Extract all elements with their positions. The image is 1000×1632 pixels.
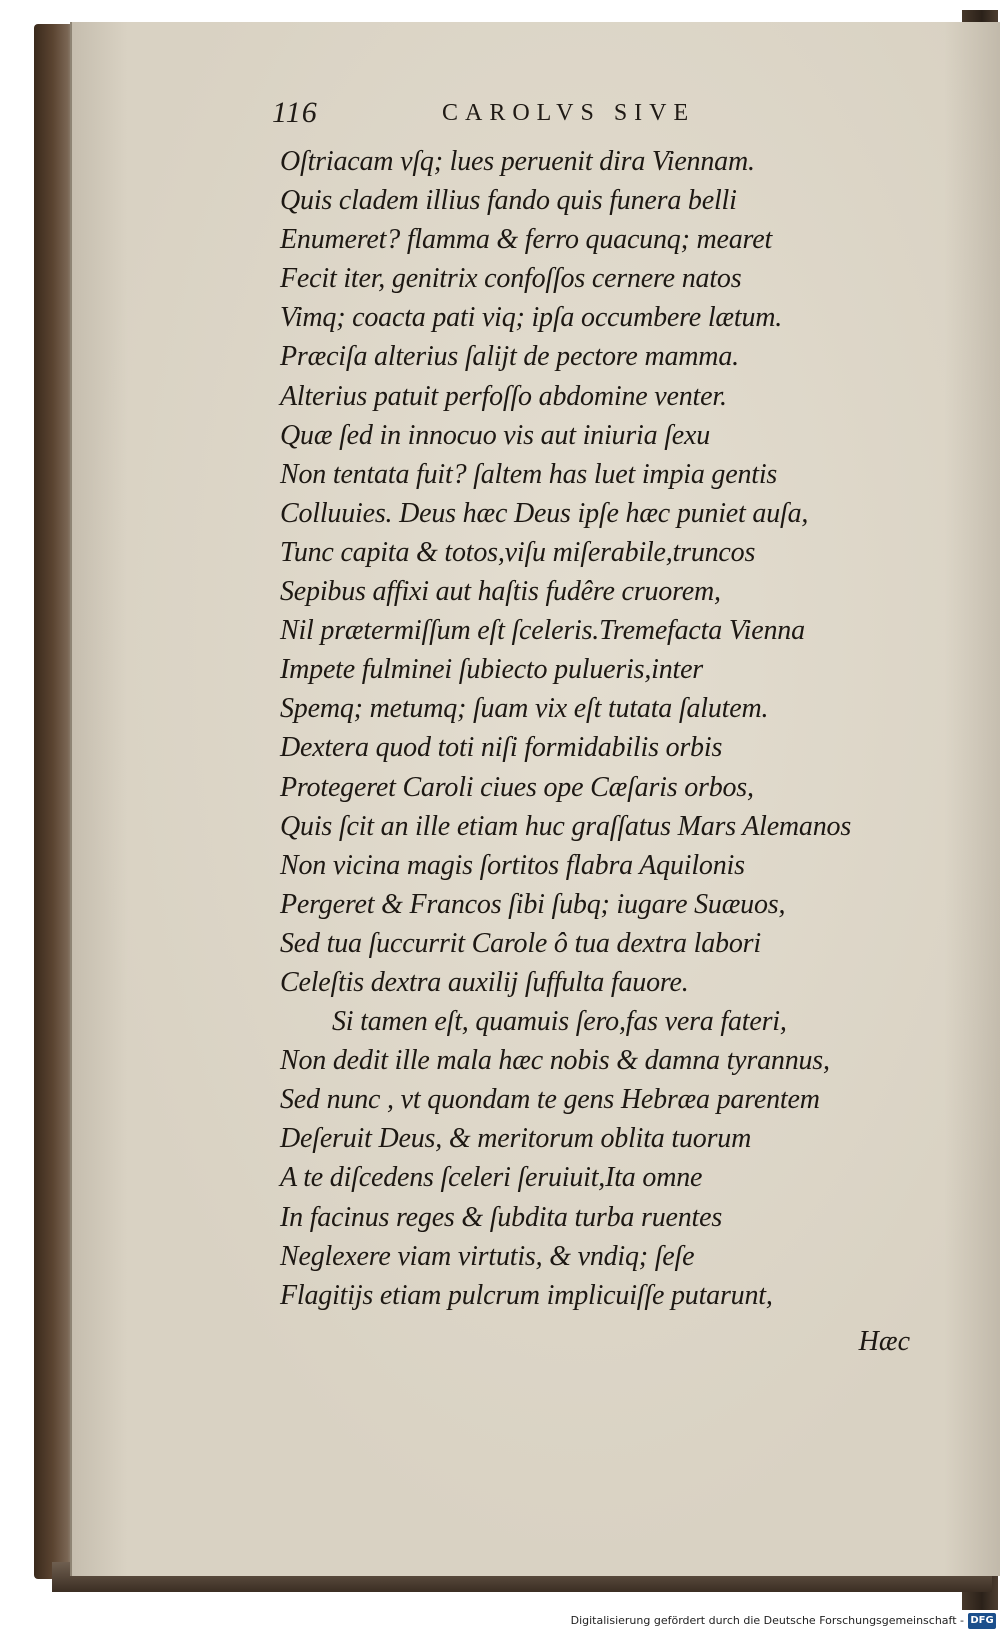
verse-line: Fecit iter, genitrix confoſſos cernere natos — [280, 263, 742, 295]
catchword: Hæc — [858, 1326, 910, 1357]
verse-line: Flagitijs etiam pulcrum implicuiſſe putarunt, — [280, 1279, 773, 1311]
verse-text — [280, 142, 950, 1315]
verse-line: Non dedit ille mala hæc nobis & damna tyrannus, — [280, 1045, 830, 1077]
verse-line: Alterius patuit perfoſſo abdomine venter. — [280, 380, 727, 412]
verse-line: Oſtriacam vſq; lues peruenit dira Viennam. — [280, 146, 755, 177]
verse-line: Non tentata fuit? ſaltem has luet impia gentis — [280, 458, 778, 490]
verse-line: Nil prætermiſſum eſt ſceleris.Tremefacta Vienna — [280, 615, 805, 647]
verse-line: Si tamen eſt, quamuis ſero,fas vera fateri, — [332, 1006, 787, 1038]
verse-line: Non vicina magis ſortitos flabra Aquilonis — [280, 849, 745, 881]
verse-line: Colluuies. Deus hæc Deus ipſe hæc puniet auſa, — [280, 497, 809, 529]
verse-line: Quis cladem illius fando quis funera belli — [280, 185, 737, 217]
dfg-logo-icon[interactable]: DFG — [968, 1613, 996, 1629]
verse-line: Pergeret & Francos ſibi ſubq; iugare Suæuos, — [280, 888, 786, 920]
verse-line: Sepibus affixi aut haſtis fudêre cruorem, — [280, 576, 721, 608]
running-title: CAROLVS SIVE — [442, 100, 696, 126]
verse-line: Neglexere viam virtutis, & vndiq; ſeſe — [280, 1240, 695, 1272]
verse-line: Enumeret? flamma & ferro quacunq; mearet — [280, 224, 773, 256]
verse-line: Sed tua ſuccurrit Carole ô tua dextra labori — [280, 927, 761, 959]
verse-line: Vimq; coacta pati viq; ipſa occumbere lætum. — [280, 302, 783, 334]
page-number: 116 — [272, 96, 318, 129]
verse-line: Præciſa alterius ſalijt de pectore mamma. — [280, 341, 739, 373]
verse-line: Spemq; metumq; ſuam vix eſt tutata ſalutem. — [280, 693, 769, 725]
verse-line: Tunc capita & totos,viſu miſerabile,truncos — [280, 536, 756, 568]
verse-line: Protegeret Caroli ciues ope Cæſaris orbos, — [280, 771, 754, 803]
verse-line: Celeſtis dextra auxilij ſuffulta fauore. — [280, 966, 689, 998]
verse-line: Quis ſcit an ille etiam huc graſſatus Mars Alemanos — [280, 810, 852, 842]
verse-line: Dextera quod toti niſi formidabilis orbis — [280, 732, 723, 764]
footer-bar — [0, 1612, 1000, 1632]
verse-line: Deſeruit Deus, & meritorum oblita tuorum — [280, 1123, 752, 1155]
verse-line: Quæ ſed in innocuo vis aut iniuria ſexu — [280, 419, 711, 451]
verse-line: Sed nunc , vt quondam te gens Hebræa parentem — [280, 1084, 820, 1116]
verse-line: In facinus reges & ſubdita turba ruentes — [280, 1201, 723, 1233]
verse-line: A te diſcedens ſceleri ſeruiuit,Ita omne — [280, 1162, 703, 1194]
running-head — [272, 96, 762, 136]
verse-line: Impete fulminei ſubiecto pulueris,inter — [280, 654, 704, 686]
funding-credit: Digitalisierung gefördert durch die Deutsche Forschungsgemeinschaft - — [570, 1614, 964, 1627]
